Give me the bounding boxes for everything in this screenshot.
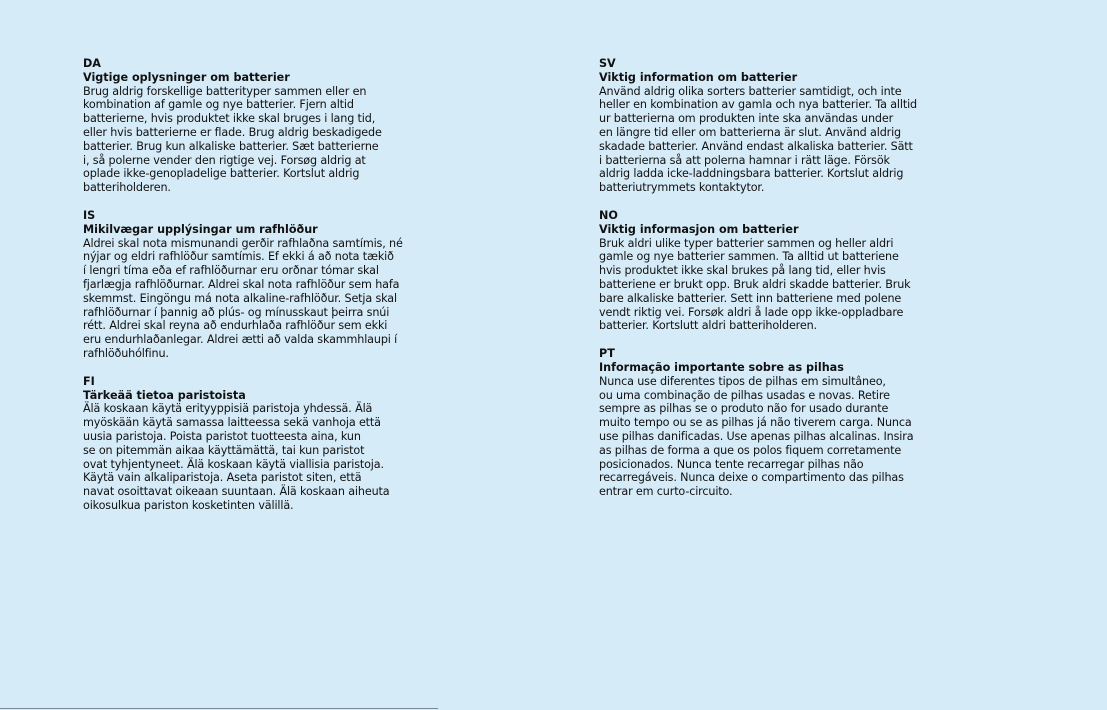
body-line: i batterierna så att polerna hamnar i rätt läge. Försök: [599, 153, 890, 167]
body-line: Brug aldrig forskellige batterityper sammen eller en: [83, 84, 367, 98]
section-heading: Informação importante sobre as pilhas: [599, 360, 844, 374]
body-line: batteriutrymmets kontaktytor.: [599, 181, 765, 195]
section-da: [83, 57, 433, 195]
body-line: batterierne, hvis produktet ikke skal bruges i lang tid,: [83, 112, 376, 126]
body-line: batteriene er brukt opp. Bruk aldri skadde batterier. Bruk: [599, 277, 911, 291]
body-line: fjarlægja rafhlöðurnar. Aldrei skal nota rafhlöður sem hafa: [83, 277, 400, 291]
body-line: entrar em curto-circuito.: [599, 485, 733, 499]
body-line: nýjar og eldri rafhlöður samtímis. Ef ekki á að nota tækið: [83, 250, 394, 264]
body-line: Bruk aldri ulike typer batterier sammen og heller aldri: [599, 236, 894, 250]
body-line: hvis produktet ikke skal brukes på lang tid, eller hvis: [599, 264, 886, 278]
body-line: i, så polerne vender den rigtige vej. Forsøg aldrig at: [83, 153, 366, 167]
body-line: Käytä vain alkaliparistoja. Aseta paristot siten, että: [83, 471, 362, 485]
body-line: vendt riktig vei. Forsøk aldri å lade opp ikke-oppladbare: [599, 305, 904, 319]
body-line: Nunca use diferentes tipos de pilhas em simultâneo,: [599, 374, 886, 388]
body-line: bare alkaliske batterier. Sett inn batteriene med polene: [599, 291, 902, 305]
body-line: ovat tyhjentyneet. Älä koskaan käytä viallisia paristoja.: [83, 457, 384, 471]
body-line: Aldrei skal nota mismunandi gerðir rafhlaðna samtímis, né: [83, 236, 403, 250]
body-line: Älä koskaan käytä erityyppisiä paristoja yhdessä. Älä: [83, 402, 373, 416]
body-line: batterier. Brug kun alkaliske batterier. Sæt batterierne: [83, 139, 379, 153]
body-line: recarregáveis. Nunca deixe o compartimento das pilhas: [599, 471, 904, 485]
language-code: DA: [83, 57, 101, 70]
body-line: sempre as pilhas se o produto não for usado durante: [599, 402, 889, 416]
left-column: [83, 57, 433, 527]
right-column: [599, 57, 944, 513]
body-line: navat osoittavat oikeaan suuntaan. Älä koskaan aiheuta: [83, 485, 390, 499]
section-heading: Viktig information om batterier: [599, 70, 798, 84]
body-line: rafhlöðurnar í þannig að plús- og mínusskaut þeirra snúi: [83, 305, 390, 319]
body-line: Använd aldrig olika sorters batterier samtidigt, och inte: [599, 84, 902, 98]
body-line: aldrig ladda icke-laddningsbara batterier. Kortslut aldrig: [599, 167, 904, 181]
body-line: se on pitemmän aikaa käyttämättä, tai kun paristot: [83, 443, 365, 457]
section-sv: [599, 57, 944, 195]
bottom-divider: [0, 708, 438, 709]
section-heading: Mikilvægar upplýsingar um rafhlöður: [83, 222, 318, 236]
section-is: [83, 209, 433, 361]
body-line: myöskään käytä samassa laitteessa sekä vanhoja että: [83, 416, 381, 430]
body-line: as pilhas de forma a que os polos fiquem corretamente: [599, 443, 902, 457]
body-line: rétt. Aldrei skal reyna að endurhlaða rafhlöður sem ekki: [83, 319, 388, 333]
body-line: gamle og nye batterier sammen. Ta alltid ut batteriene: [599, 250, 899, 264]
body-line: use pilhas danificadas. Use apenas pilhas alcalinas. Insira: [599, 429, 914, 443]
body-line: skadade batterier. Använd endast alkaliska batterier. Sätt: [599, 139, 913, 153]
body-line: eller hvis batterierne er flade. Brug aldrig beskadigede: [83, 125, 382, 139]
body-line: í lengri tíma eða ef rafhlöðurnar eru orðnar tómar skal: [83, 264, 379, 278]
section-heading: Tärkeää tietoa paristoista: [83, 388, 246, 402]
body-line: uusia paristoja. Poista paristot tuotteesta aina, kun: [83, 429, 361, 443]
body-line: ur batterierna om produkten inte ska användas under: [599, 112, 894, 126]
language-code: IS: [83, 208, 96, 222]
body-line: ou uma combinação de pilhas usadas e novas. Retire: [599, 388, 890, 402]
section-heading: Viktig informasjon om batterier: [599, 222, 799, 236]
section-fi: [83, 375, 433, 513]
body-line: muito tempo ou se as pilhas já não tiverem carga. Nunca: [599, 416, 912, 430]
body-line: oplade ikke-genopladelige batterier. Kortslut aldrig: [83, 167, 360, 181]
section-pt: [599, 347, 944, 499]
body-line: posicionados. Nunca tente recarregar pilhas não: [599, 457, 864, 471]
body-line: rafhlöðuhólfinu.: [83, 346, 169, 360]
body-line: oikosulkua pariston kosketinten välillä.: [83, 498, 294, 512]
language-code: PT: [599, 347, 615, 361]
body-line: batteriholderen.: [83, 181, 171, 195]
language-code: FI: [83, 374, 95, 388]
section-no: [599, 209, 944, 333]
section-heading: Vigtige oplysninger om batterier: [83, 70, 290, 84]
body-line: kombination af gamle og nye batterier. Fjern altid: [83, 98, 354, 112]
body-line: eru endurhlaðanlegar. Aldrei ætti að valda skammhlaupi í: [83, 333, 398, 347]
body-line: skemmst. Eingöngu má nota alkaline-rafhlöður. Setja skal: [83, 291, 397, 305]
language-code: NO: [599, 208, 618, 222]
body-line: batterier. Kortslutt aldri batteriholderen.: [599, 319, 817, 333]
language-code: SV: [599, 57, 616, 70]
body-line: en längre tid eller om batterierna är slut. Använd aldrig: [599, 125, 902, 139]
body-line: heller en kombination av gamla och nya batterier. Ta alltid: [599, 98, 917, 112]
